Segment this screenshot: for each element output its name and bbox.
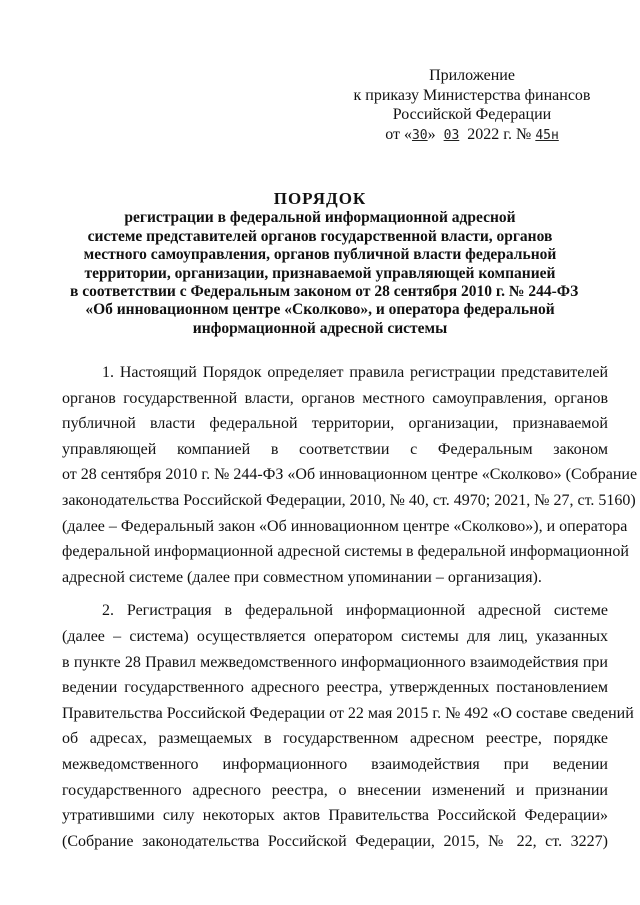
document-body [62, 360, 638, 854]
appendix-block [352, 66, 592, 145]
paragraph-2 [62, 598, 634, 854]
text-line: Правительства Российской Федерации от 22 мая 2015 г. № 492 «О составе сведений [62, 704, 634, 722]
text-line: в пункте 28 Правил межведомственного информационного взаимодействия при [62, 653, 608, 671]
text-line: межведомственного информационного взаимодействия при ведении [62, 755, 608, 773]
text-line: ведении государственного адресного реестра, утвержденных постановлением [62, 679, 608, 697]
order-subtitle-line: регистрации в федеральной информационной адресной [124, 209, 516, 227]
text-line: (далее – система) осуществляется оператором системы для лиц, указанных [62, 627, 608, 645]
text-line: публичной власти федеральной территории, организации, признаваемой [62, 415, 608, 433]
text-line: от 28 сентября 2010 г. № 244-ФЗ «Об инновационном центре «Сколково» (Собрание [62, 466, 638, 484]
order-subtitle-line: в соответствии с Федеральным законом от 28 сентября 2010 г. № 244-ФЗ [70, 283, 579, 301]
text-line: органов государственной власти, органов местного самоуправления, органов [62, 389, 608, 407]
order-subtitle-line: «Об инновационном центре «Сколково», и оператора федеральной [85, 301, 555, 319]
text-line: 1. Настоящий Порядок определяет правила регистрации представителей [102, 364, 608, 381]
appendix-country: Российской Федерации [392, 106, 552, 123]
text-line: адресной системе (далее при совместном упоминании – организация). [62, 568, 542, 586]
text-line: государственного адресного реестра, о внесении изменений и признании [62, 781, 608, 799]
order-title: ПОРЯДОК [273, 189, 367, 208]
order-subtitle-line: системе представителей органов государственной власти, органов [87, 227, 553, 245]
appendix-label: Приложение [429, 67, 515, 84]
order-number: 45н [535, 127, 559, 143]
text-line: об адресах, размещаемых в государственном адресном реестре, порядке [62, 730, 608, 748]
text-line: утратившими силу некоторых актов Правительства Российской Федерации» [62, 807, 608, 825]
text-line: федеральной информационной адресной системы в федеральной информационной [62, 543, 629, 561]
text-line: (далее – Федеральный закон «Об инновационном центре «Сколково»), и оператора [62, 517, 628, 535]
appendix-date-line: от «30» 03 2022 г. № 45н [385, 125, 559, 143]
order-day: 30 [411, 127, 428, 143]
text-line: (Собрание законодательства Российской Федерации, 2015, № 22, ст. 3227) [62, 832, 608, 850]
text-line: 2. Регистрация в федеральной информационной адресной системе [102, 602, 608, 620]
order-subtitle-line: информационной адресной системы [192, 319, 448, 337]
order-subtitle-line: местного самоуправления, органов публичной власти федеральной [83, 246, 557, 264]
order-month: 03 [443, 127, 460, 143]
appendix-order-ref: к приказу Министерства финансов [353, 86, 591, 104]
paragraph-1 [62, 360, 638, 590]
order-subtitle-line: территории, организации, признаваемой управляющей компанией [84, 264, 556, 282]
text-line: законодательства Российской Федерации, 2010, № 40, ст. 4970; 2021, № 27, ст. 5160) [62, 491, 636, 509]
text-line: управляющей компанией в соответствии с Федеральным законом [62, 440, 608, 458]
order-heading [70, 189, 579, 338]
